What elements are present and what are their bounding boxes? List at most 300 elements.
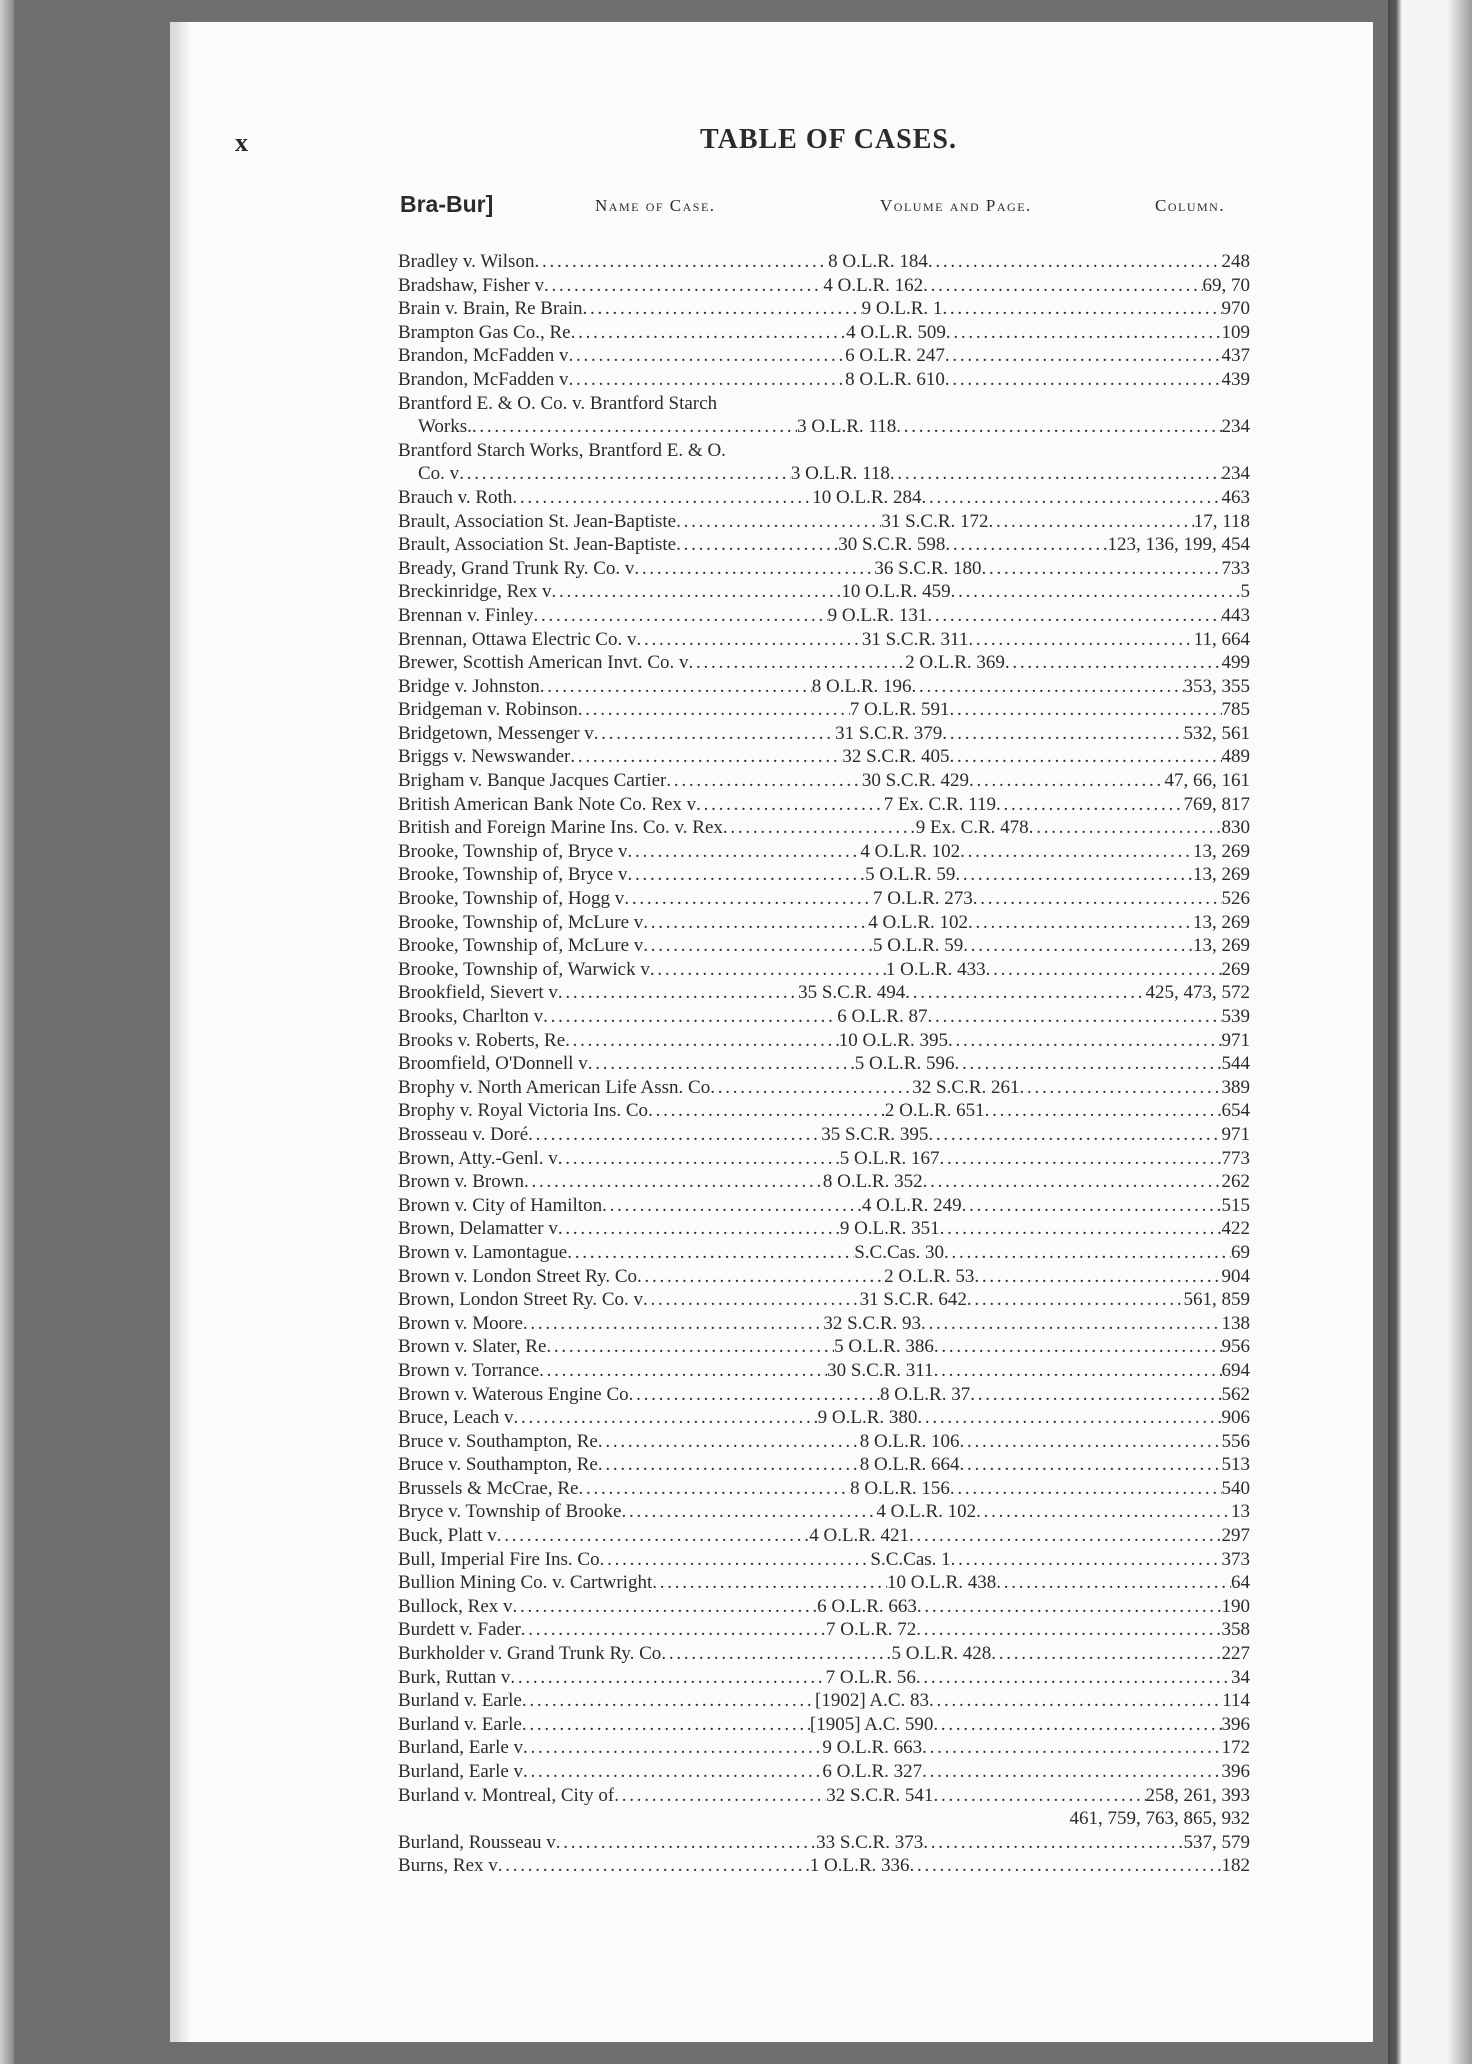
dot-leader [950, 1477, 1222, 1501]
dot-leader [598, 1453, 860, 1477]
dot-leader [627, 863, 865, 887]
case-entry [398, 1831, 1250, 1855]
case-entry [398, 344, 1250, 368]
volume-page: 5 O.L.R. 596 [854, 1053, 955, 1075]
case-name: Brooke, Township of, Hogg v [398, 888, 625, 910]
dot-leader [528, 1123, 821, 1147]
column-refs: 532, 561 [1183, 722, 1251, 744]
dot-leader [960, 840, 1193, 864]
dot-leader [523, 1760, 822, 1784]
column-refs: 373 [1221, 1548, 1250, 1570]
column-refs: 353, 355 [1183, 675, 1251, 697]
dot-leader [917, 1406, 1221, 1430]
dot-leader [928, 250, 1222, 274]
volume-page: 7 O.L.R. 591 [849, 699, 950, 721]
case-name: Bridge v. Johnston [398, 675, 540, 697]
running-head: TABLE OF CASES. [700, 124, 957, 155]
volume-page: 8 O.L.R. 664 [859, 1454, 960, 1476]
volume-page: 32 S.C.R. 93 [823, 1312, 922, 1334]
column-refs: 258, 261, 393 [1145, 1784, 1251, 1806]
dot-leader [985, 1099, 1222, 1123]
dot-leader [974, 1265, 1221, 1289]
volume-page: 2 O.L.R. 53 [884, 1265, 975, 1287]
case-entry [398, 934, 1250, 958]
volume-page: S.C.Cas. 30 [854, 1241, 944, 1263]
column-refs: 489 [1221, 746, 1251, 768]
case-name: Brown, Delamatter v [398, 1218, 558, 1240]
column-refs: 227 [1221, 1643, 1250, 1665]
dot-leader [643, 1288, 860, 1312]
case-name: Brandon, McFadden v [398, 368, 569, 390]
column-refs: 190 [1221, 1595, 1250, 1617]
case-entry [398, 510, 1250, 534]
case-name: Burland v. Earle [398, 1690, 522, 1712]
column-refs: 262 [1221, 1171, 1250, 1193]
case-name: Brophy v. Royal Victoria Ins. Co [398, 1100, 649, 1122]
case-entry [398, 1029, 1250, 1053]
case-name: Bullock, Rex v [398, 1595, 513, 1617]
volume-page: 7 O.L.R. 273 [873, 888, 973, 910]
dot-leader [922, 1736, 1221, 1760]
column-refs-continuation-row [398, 1807, 1250, 1831]
case-entry [398, 1359, 1250, 1383]
column-refs: 544 [1221, 1053, 1251, 1075]
dot-leader [986, 958, 1222, 982]
case-name: Brooke, Township of, Bryce v [398, 864, 628, 886]
dot-leader [629, 1383, 880, 1407]
column-refs: 694 [1221, 1359, 1251, 1381]
dot-leader [942, 722, 1183, 746]
volume-page: 6 O.L.R. 663 [817, 1595, 917, 1617]
column-refs: 172 [1221, 1737, 1251, 1759]
dot-leader [522, 1713, 810, 1737]
dot-leader [544, 274, 823, 298]
volume-page: 5 O.L.R. 428 [891, 1643, 992, 1665]
case-entry [398, 651, 1250, 675]
dot-leader [917, 1595, 1222, 1619]
case-name: Broomfield, O'Donnell v [398, 1053, 588, 1075]
case-entry [398, 675, 1250, 699]
column-refs: 297 [1221, 1525, 1251, 1547]
case-name: Bryce v. Township of Brooke [398, 1501, 622, 1523]
dot-leader [571, 321, 847, 345]
case-name: Brown v. London Street Ry. Co [398, 1265, 638, 1287]
case-entry [398, 1430, 1250, 1454]
case-entry [398, 1571, 1250, 1595]
case-name: Brown v. Waterous Engine Co [398, 1383, 629, 1405]
case-name: Burns, Rex v [398, 1855, 498, 1877]
case-entry [398, 1477, 1250, 1501]
case-entry-continuation [398, 462, 1250, 486]
case-entry [398, 1241, 1250, 1265]
dot-leader [710, 1076, 912, 1100]
dot-leader [523, 1312, 823, 1336]
dot-leader [916, 1666, 1231, 1690]
column-refs: 540 [1221, 1477, 1251, 1499]
volume-page: 9 O.L.R. 1 [861, 298, 943, 320]
case-name-continuation: Works. [418, 416, 472, 438]
case-entry [398, 816, 1250, 840]
case-name: British American Bank Note Co. Rex v [398, 793, 697, 815]
case-name: Brault, Association St. Jean-Baptiste [398, 534, 677, 556]
column-refs: 389 [1221, 1076, 1250, 1098]
case-entry [398, 958, 1250, 982]
case-name: Brooke, Township of, Warwick v [398, 958, 650, 980]
volume-page: 4 O.L.R. 102 [860, 840, 961, 862]
column-refs: 425, 473, 572 [1145, 982, 1250, 1004]
case-entry [398, 321, 1250, 345]
column-refs: 69, 70 [1202, 274, 1250, 296]
dot-leader [923, 1170, 1222, 1194]
column-header-name: Name of Case. [595, 196, 716, 215]
volume-page: 31 S.C.R. 311 [861, 628, 969, 650]
dot-leader [963, 934, 1193, 958]
case-entry [398, 486, 1250, 510]
dot-leader [540, 675, 812, 699]
volume-page: 1 O.L.R. 336 [809, 1855, 910, 1877]
dot-leader [944, 1241, 1231, 1265]
volume-page: 5 O.L.R. 59 [873, 935, 964, 957]
dot-leader [948, 1029, 1222, 1053]
dot-leader [950, 745, 1222, 769]
column-refs: 537, 579 [1183, 1831, 1250, 1853]
alphabetical-range: Bra-Bur] [400, 191, 494, 217]
dot-leader [973, 887, 1222, 911]
volume-page: 4 O.L.R. 421 [809, 1525, 909, 1547]
case-entry [398, 1548, 1250, 1572]
column-refs: 439 [1221, 368, 1251, 390]
volume-page: 35 S.C.R. 395 [821, 1123, 929, 1145]
case-entry [398, 1453, 1250, 1477]
dot-leader [923, 1831, 1183, 1855]
column-refs: 437 [1221, 345, 1251, 367]
case-name: Brandon, McFadden v [398, 345, 569, 367]
volume-page: 32 S.C.R. 261 [912, 1076, 1020, 1098]
page-number: x [235, 128, 249, 157]
case-entry [398, 1217, 1250, 1241]
column-refs: 13, 269 [1193, 935, 1251, 957]
case-entry [398, 604, 1250, 628]
dot-leader [910, 1854, 1222, 1878]
volume-page: 5 O.L.R. 59 [865, 864, 956, 886]
case-name: Brewer, Scottish American Invt. Co. v [398, 652, 689, 674]
column-refs: 562 [1221, 1383, 1251, 1405]
column-refs: 64 [1231, 1572, 1250, 1594]
dot-leader [896, 415, 1221, 439]
dot-leader [929, 1689, 1222, 1713]
volume-page: 4 O.L.R. 162 [823, 274, 924, 296]
case-entry-continuation [398, 415, 1250, 439]
volume-page: 6 O.L.R. 87 [837, 1006, 928, 1027]
column-refs: 123, 136, 199, 454 [1107, 534, 1250, 556]
dot-leader [497, 1524, 810, 1548]
dot-leader [890, 462, 1222, 486]
case-name: Brown v. Brown [398, 1171, 524, 1193]
dot-leader [991, 1642, 1221, 1666]
dot-leader [621, 1500, 876, 1524]
dot-leader [523, 1736, 822, 1760]
dot-leader [946, 321, 1222, 345]
dot-leader [539, 1359, 827, 1383]
case-name: Burland, Earle v [398, 1737, 524, 1759]
case-name: Bruce, Leach v [398, 1407, 514, 1429]
column-refs: 526 [1221, 888, 1250, 910]
case-name: Brampton Gas Co., Re [398, 321, 571, 343]
volume-page: 10 O.L.R. 284 [812, 486, 922, 508]
column-refs: 234 [1221, 416, 1250, 438]
dot-leader [614, 1784, 826, 1808]
dot-leader [1029, 816, 1222, 840]
dot-leader [652, 1571, 887, 1595]
dot-leader [960, 1430, 1222, 1454]
dot-leader [558, 1217, 840, 1241]
volume-page: 5 O.L.R. 386 [834, 1336, 934, 1358]
volume-page: 4 O.L.R. 102 [868, 911, 969, 933]
case-name: Brosseau v. Doré [398, 1123, 529, 1145]
dot-leader [498, 1854, 810, 1878]
column-refs: 463 [1221, 486, 1250, 508]
column-refs: 138 [1221, 1312, 1251, 1334]
case-name: Brennan v. Finley [398, 604, 534, 626]
dot-leader [945, 533, 1107, 557]
case-name-continuation: Co. v [418, 463, 460, 485]
case-entry [398, 297, 1250, 321]
volume-page: 9 O.L.R. 131 [827, 604, 928, 626]
dot-leader [533, 604, 827, 628]
case-name: Bready, Grand Trunk Ry. Co. v [398, 557, 635, 579]
dot-leader [602, 1194, 862, 1218]
case-name: Burk, Ruttan v [398, 1666, 511, 1688]
volume-page: 9 O.L.R. 380 [817, 1407, 918, 1429]
case-name: British and Foreign Marine Ins. Co. v. Rex [398, 817, 723, 839]
case-entry [398, 1500, 1250, 1524]
dot-leader [556, 1831, 816, 1855]
volume-page: 33 S.C.R. 373 [816, 1831, 924, 1853]
column-refs: 13, 269 [1193, 864, 1250, 886]
volume-page: [1902] A.C. 83 [815, 1690, 930, 1712]
column-refs: 733 [1221, 557, 1250, 579]
case-name: Bradshaw, Fisher v [398, 274, 544, 296]
case-name: Brown, London Street Ry. Co. v [398, 1289, 643, 1311]
case-entry [398, 1642, 1250, 1666]
dot-leader [588, 1052, 855, 1076]
case-entry [398, 1713, 1250, 1737]
volume-page: 8 O.L.R. 196 [811, 675, 912, 697]
column-refs: 830 [1221, 817, 1251, 839]
case-entry [398, 1312, 1250, 1336]
case-entry [398, 1595, 1250, 1619]
dot-leader [568, 344, 845, 368]
case-entry [398, 1265, 1250, 1289]
case-entry [398, 1288, 1250, 1312]
case-name: Brophy v. North American Life Assn. Co [398, 1076, 711, 1098]
case-entry [398, 1854, 1250, 1878]
dot-leader [643, 934, 873, 958]
case-name: Burdett v. Fader [398, 1619, 521, 1641]
column-refs: 906 [1221, 1407, 1250, 1429]
case-entry [398, 698, 1250, 722]
case-name: Brantford Starch Works, Brantford E. & O. [398, 439, 726, 461]
column-refs: 513 [1221, 1454, 1251, 1476]
column-refs: 499 [1221, 652, 1250, 674]
dot-leader [661, 1642, 891, 1666]
volume-page: 3 O.L.R. 118 [790, 463, 890, 485]
case-entry [398, 793, 1250, 817]
volume-page: 8 O.L.R. 610 [845, 368, 945, 390]
dot-leader [583, 297, 862, 321]
case-entry [398, 1666, 1250, 1690]
dot-leader [522, 1689, 815, 1713]
dot-leader [970, 1383, 1221, 1407]
volume-page: 35 S.C.R. 494 [798, 982, 906, 1004]
case-entry [398, 533, 1250, 557]
column-refs: 443 [1221, 604, 1251, 626]
case-name: Brooks v. Roberts, Re [398, 1029, 566, 1051]
scan-border [0, 0, 14, 2064]
case-entry [398, 911, 1250, 935]
volume-page: 9 O.L.R. 351 [839, 1218, 940, 1240]
case-entry [398, 580, 1250, 604]
column-refs: 785 [1221, 699, 1251, 721]
volume-page: 30 S.C.R. 311 [827, 1359, 934, 1381]
gutter-shadow [173, 22, 191, 2042]
dot-leader [945, 344, 1222, 368]
case-name: Bull, Imperial Fire Ins. Co [398, 1548, 600, 1570]
volume-page: S.C.Cas. 1 [870, 1548, 951, 1570]
volume-page: 9 O.L.R. 663 [822, 1737, 923, 1759]
column-refs: 13, 269 [1193, 911, 1251, 933]
volume-page: 32 S.C.R. 541 [826, 1784, 934, 1806]
column-refs: 34 [1231, 1666, 1251, 1688]
dot-leader [567, 1241, 854, 1265]
column-refs: 971 [1221, 1029, 1250, 1051]
case-name: Bruce v. Southampton, Re [398, 1430, 598, 1452]
case-entry [398, 250, 1250, 274]
case-name: Breckinridge, Rex v [398, 581, 552, 603]
dot-leader [996, 793, 1184, 817]
case-entry [398, 722, 1250, 746]
dot-leader [510, 1666, 825, 1690]
dot-leader [933, 1713, 1221, 1737]
dot-leader [922, 486, 1222, 510]
case-entry [398, 1194, 1250, 1218]
case-name: Brooke, Township of, Bryce v [398, 840, 628, 862]
volume-page: 2 O.L.R. 651 [884, 1100, 985, 1122]
column-refs: 769, 817 [1183, 793, 1250, 815]
dot-leader [950, 698, 1222, 722]
volume-page: 8 O.L.R. 184 [828, 251, 928, 272]
case-name: Briggs v. Newswander [398, 746, 571, 768]
case-list [398, 250, 1250, 1878]
volume-page: 4 O.L.R. 509 [846, 321, 946, 343]
case-entry [398, 557, 1250, 581]
case-entry [398, 274, 1250, 298]
dot-leader [921, 1312, 1221, 1336]
case-name: Bruce v. Southampton, Re [398, 1454, 598, 1476]
dot-leader [546, 1335, 834, 1359]
case-name: Brown v. City of Hamilton [398, 1194, 603, 1216]
dot-leader [514, 1406, 818, 1430]
case-entry [398, 1052, 1250, 1076]
column-refs: 396 [1221, 1713, 1250, 1735]
case-entry [398, 1406, 1250, 1430]
column-refs: 13, 269 [1193, 840, 1250, 862]
dot-leader [996, 1571, 1231, 1595]
case-name: Brauch v. Roth [398, 486, 513, 508]
dot-leader [954, 1052, 1221, 1076]
dot-leader [636, 628, 861, 652]
case-name: Brown v. Torrance [398, 1359, 540, 1381]
dot-leader [600, 1548, 871, 1572]
case-name: Brooke, Township of, McLure v [398, 911, 644, 933]
dot-leader [982, 557, 1222, 581]
volume-page: 7 O.L.R. 72 [826, 1619, 917, 1641]
dot-leader [459, 462, 791, 486]
case-name: Brooke, Township of, McLure v [398, 935, 644, 957]
dot-leader [634, 557, 874, 581]
column-refs: 561, 859 [1183, 1289, 1251, 1311]
case-name: Bradley v. Wilson [398, 251, 535, 272]
column-refs: 248 [1221, 251, 1251, 272]
case-name: Bridgeman v. Robinson [398, 699, 578, 721]
dot-leader [951, 1548, 1222, 1572]
column-refs: 539 [1221, 1006, 1251, 1027]
column-refs: 114 [1222, 1690, 1251, 1712]
dot-leader [969, 769, 1164, 793]
case-entry [398, 1524, 1250, 1548]
dot-leader [650, 958, 886, 982]
dot-leader [552, 580, 842, 604]
dot-leader [951, 580, 1241, 604]
dot-leader [934, 1359, 1222, 1383]
dot-leader [513, 1595, 818, 1619]
dot-leader [967, 1288, 1184, 1312]
case-name: Brain v. Brain, Re Brain [398, 298, 583, 320]
dot-leader [905, 981, 1145, 1005]
case-name: Brookfield, Sievert v [398, 982, 558, 1004]
column-header-volume-page: Volume and Page. [880, 196, 1032, 215]
volume-page: 1 O.L.R. 433 [885, 958, 986, 980]
dot-leader [723, 816, 916, 840]
column-refs: 11, 664 [1193, 628, 1250, 650]
column-refs: 182 [1221, 1855, 1250, 1877]
column-refs: 904 [1221, 1265, 1251, 1287]
dot-leader [558, 1147, 840, 1171]
dot-leader [912, 675, 1184, 699]
dot-leader [962, 1194, 1222, 1218]
volume-page: 3 O.L.R. 118 [797, 416, 897, 438]
volume-page: 10 O.L.R. 438 [886, 1572, 997, 1594]
dot-leader [960, 1453, 1222, 1477]
case-entry [398, 1005, 1250, 1029]
case-name: Burland v. Earle [398, 1713, 522, 1735]
case-name: Brown v. Slater, Re [398, 1336, 547, 1358]
case-entry [398, 1689, 1250, 1713]
case-entry [398, 887, 1250, 911]
column-refs: 47, 66, 161 [1164, 770, 1250, 792]
case-name: Burkholder v. Grand Trunk Ry. Co [398, 1643, 662, 1665]
dot-leader [627, 840, 860, 864]
volume-page: 9 Ex. C.R. 478 [915, 817, 1029, 839]
volume-page: 31 S.C.R. 642 [859, 1289, 967, 1311]
case-entry [398, 1618, 1250, 1642]
dot-leader [934, 1335, 1222, 1359]
column-refs: 396 [1221, 1761, 1251, 1782]
case-name: Brown v. Lamontague [398, 1241, 568, 1263]
column-refs: 970 [1221, 298, 1251, 320]
dot-leader [976, 1500, 1231, 1524]
case-name: Brantford E. & O. Co. v. Brantford Starch [398, 392, 718, 414]
